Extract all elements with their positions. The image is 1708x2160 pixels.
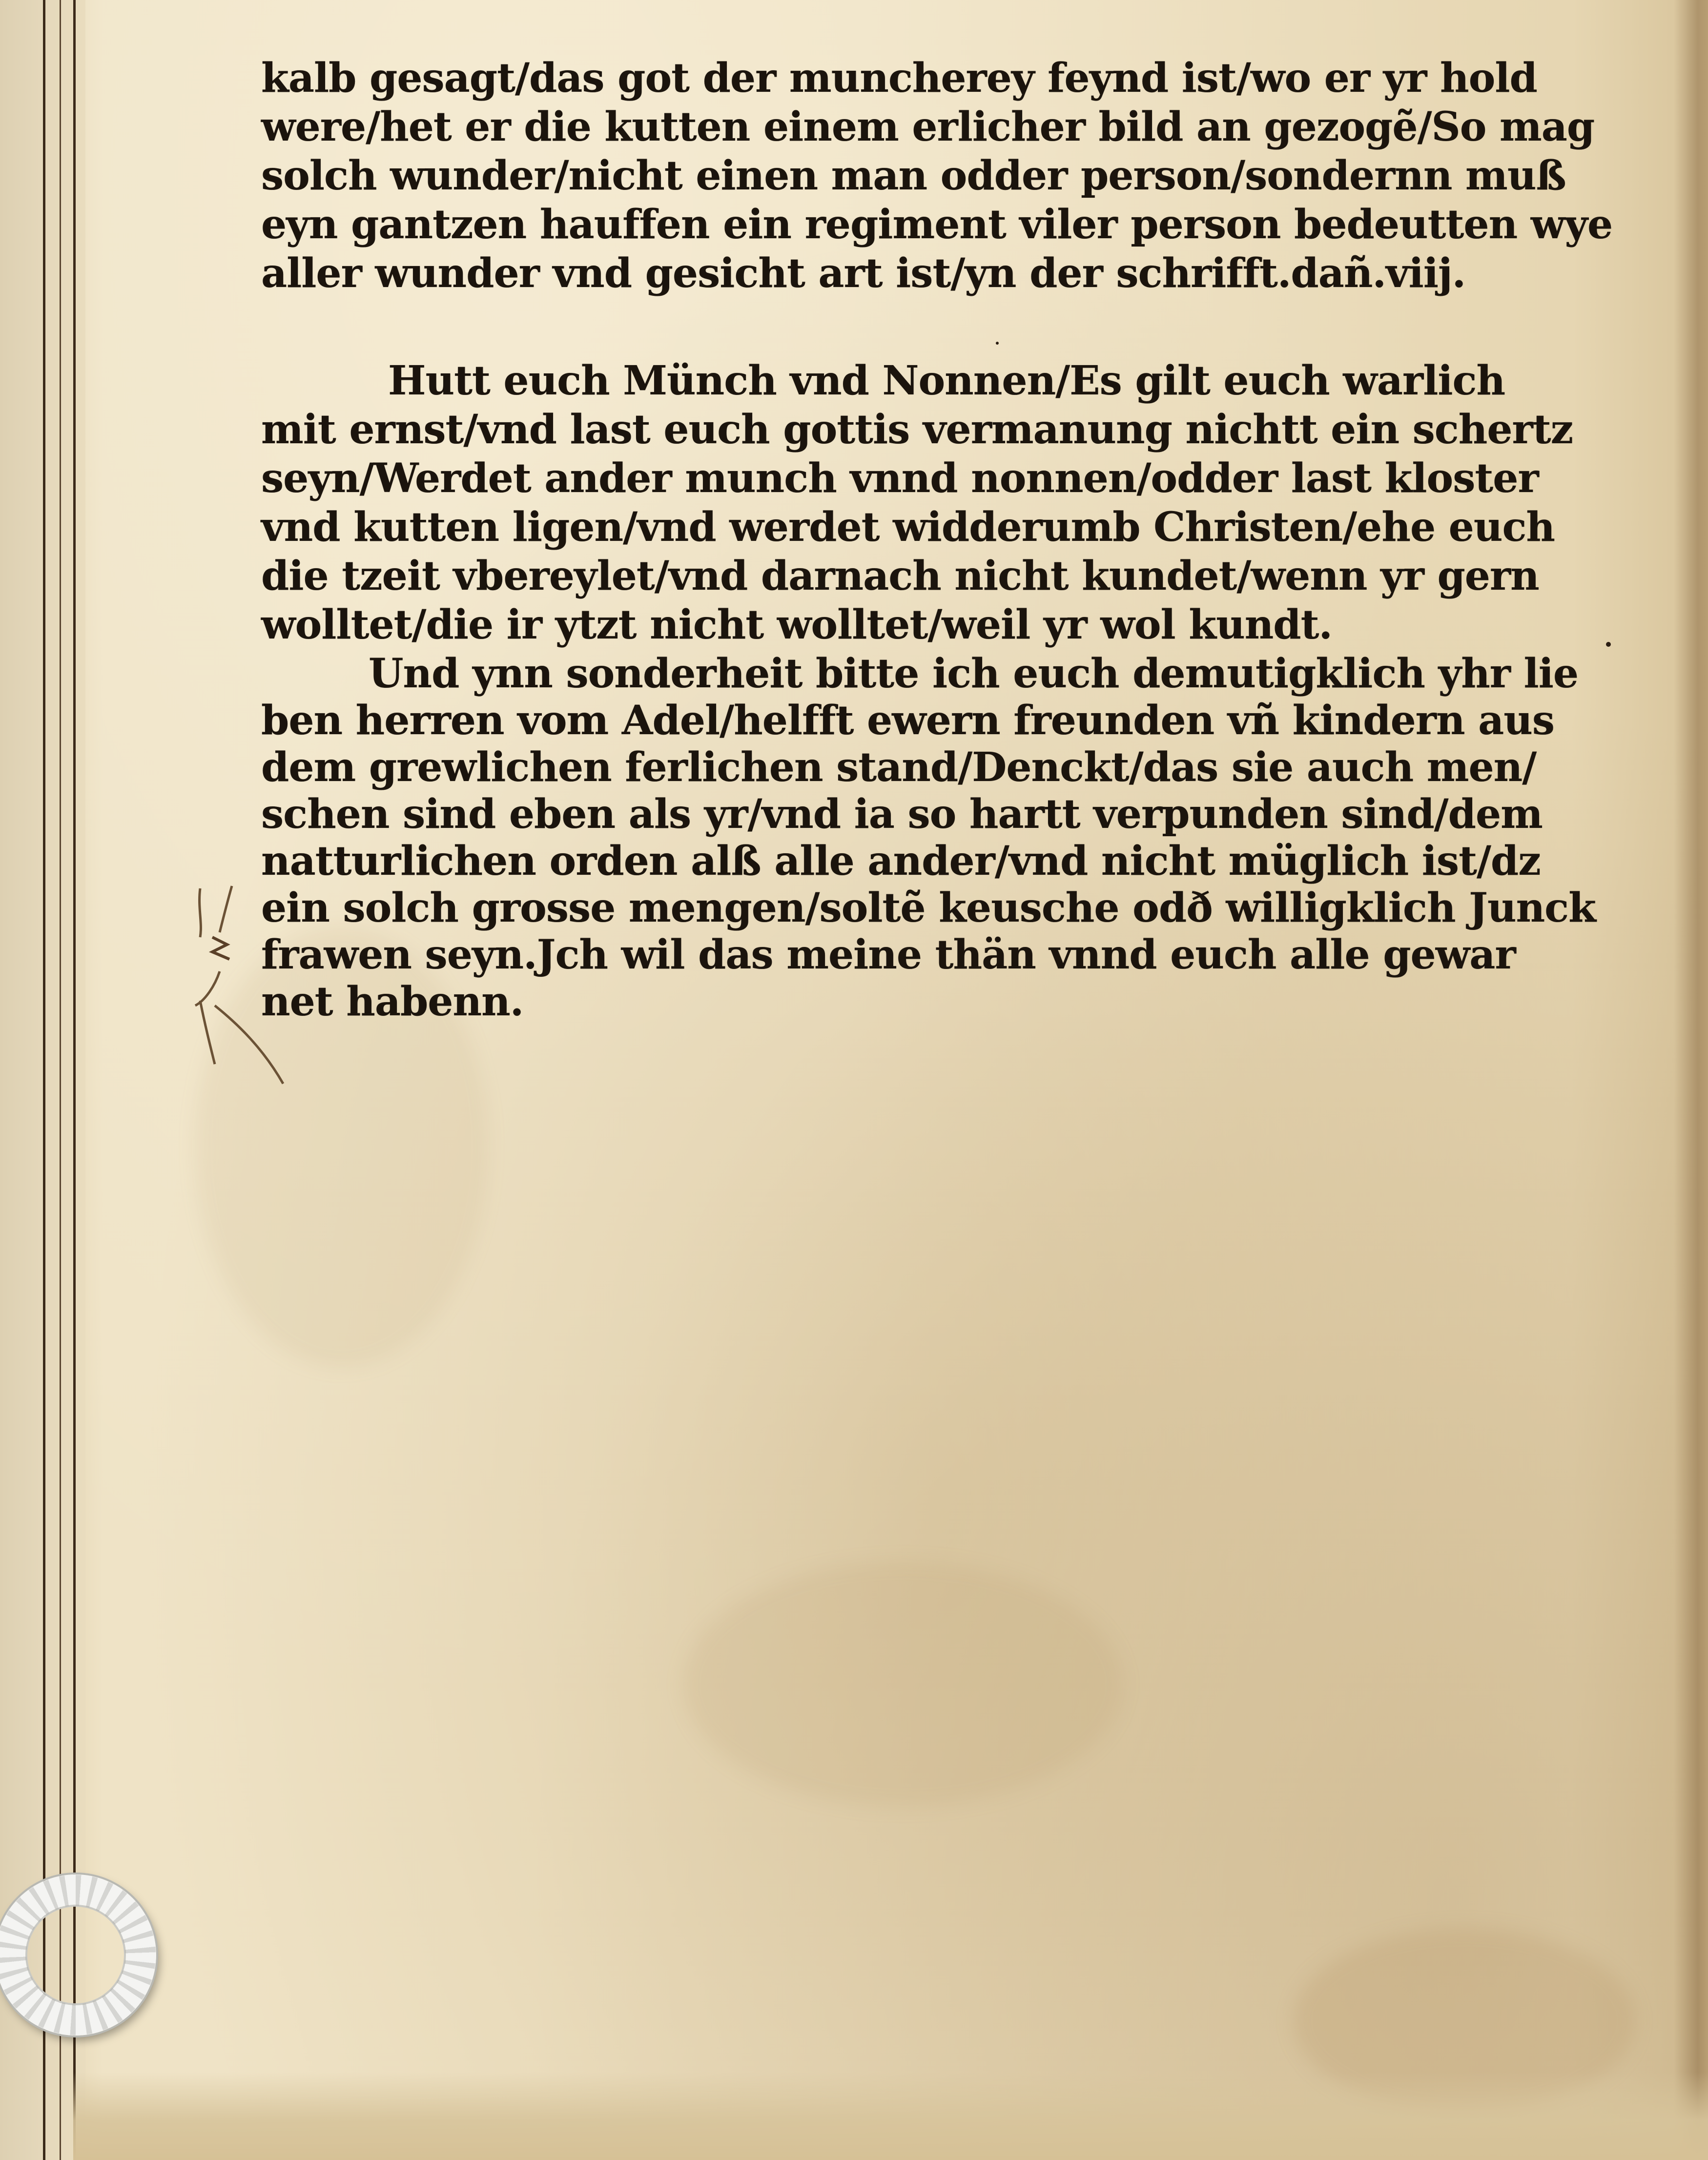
ink-speck — [1606, 642, 1611, 647]
page-right-edge — [1674, 0, 1708, 2160]
text-line: Und ynn sonderheit bitte ich euch demutigklich yhr lie — [369, 650, 1579, 697]
text-line: die tzeit vbereylet/vnd darnach nicht kundet/wenn yr gern — [261, 553, 1539, 599]
cord-texture — [0, 1874, 156, 2036]
text-line: Hutt euch Münch vnd Nonnen/Es gilt euch warlich — [388, 357, 1505, 404]
page-bottom-edge — [73, 2072, 1708, 2160]
text-line: natturlichen orden alß alle ander/vnd nicht müglich ist/dz — [261, 838, 1541, 885]
paper-stain — [683, 1562, 1123, 1806]
text-line: frawen seyn.Jch wil das meine thän vnnd euch alle gewar — [261, 931, 1516, 978]
text-line: were/het er die kutten einem erlicher bild an gezogẽ/So mag — [261, 103, 1595, 150]
page-edge-line — [43, 0, 45, 2160]
text-line: net habenn. — [261, 978, 524, 1025]
text-line: wolltet/die ir ytzt nicht wolltet/weil yr wol kundt. — [261, 601, 1333, 648]
text-line: mit ernst/vnd last euch gottis vermanung nichtt ein schertz — [261, 406, 1573, 453]
page-edge-line — [60, 0, 61, 2160]
text-line: eyn gantzen hauffen ein regiment viler person bedeutten wye — [261, 201, 1613, 248]
text-line: solch wunder/nicht einen man odder person/sondernn muß — [261, 152, 1566, 199]
paragraph-1 — [261, 54, 1633, 298]
text-line: ben herren vom Adel/helfft ewern freunden vñ kindern aus — [261, 697, 1555, 744]
page-edge-line — [73, 0, 76, 2160]
text-line: seyn/Werdet ander munch vnnd nonnen/odder last kloster — [261, 455, 1539, 502]
text-line: dem grewlichen ferlichen stand/Denckt/das sie auch men/ — [261, 744, 1537, 791]
binding-edge — [0, 0, 85, 2160]
paragraph-3 — [261, 649, 1633, 1024]
text-line: vnd kutten ligen/vnd werdet widderumb Christen/ehe euch — [261, 504, 1555, 551]
ink-speck — [996, 342, 999, 345]
text-line: aller wunder vnd gesicht art ist/yn der schrifft.dañ.viij. — [261, 250, 1466, 297]
paragraph-2 — [261, 356, 1633, 649]
text-line: kalb gesagt/das got der muncherey feynd ist/wo er yr hold — [261, 55, 1537, 102]
text-line: schen sind eben als yr/vnd ia so hartt verpunden sind/dem — [261, 791, 1543, 838]
text-line: ein solch grosse mengen/soltẽ keusche odð willigklich Junck — [261, 885, 1596, 931]
text-block — [261, 54, 1633, 1024]
